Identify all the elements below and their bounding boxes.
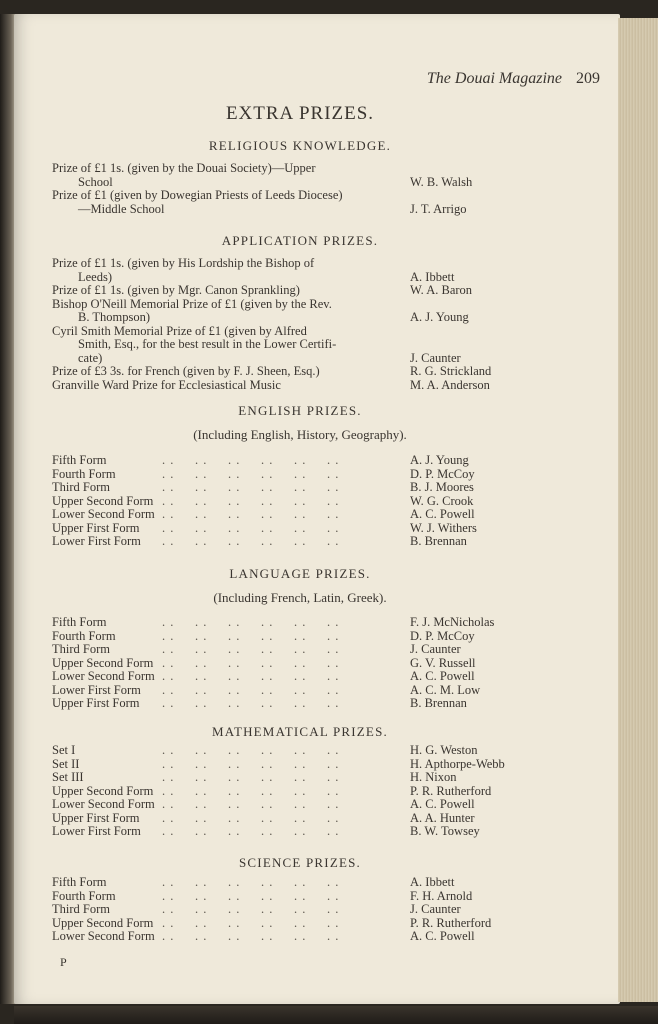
winner-name: W. B. Walsh bbox=[410, 174, 473, 189]
form-name: Set II bbox=[52, 756, 80, 771]
winner-name: A. C. M. Low bbox=[410, 682, 481, 697]
leader-dots: . . . . . . . . . . . . bbox=[162, 466, 340, 481]
winner-name: A. A. Hunter bbox=[410, 810, 475, 825]
prize-description: Granville Ward Prize for Ecclesiastical Music bbox=[52, 377, 281, 392]
form-name: Lower First Form bbox=[52, 682, 141, 697]
language-row bbox=[52, 643, 552, 657]
winner-name: H. Nixon bbox=[410, 770, 457, 784]
leader-dots: . . . . . . . . . . . . bbox=[162, 783, 340, 798]
prize-description: Prize of £1 (given by Dowegian Priests of Leeds Diocese) bbox=[52, 188, 343, 202]
religious-list bbox=[52, 162, 552, 216]
religious-line bbox=[52, 189, 552, 203]
language-heading: LANGUAGE PRIZES. bbox=[229, 566, 371, 581]
signature-mark: P bbox=[60, 955, 67, 969]
application-line bbox=[52, 325, 552, 339]
winner-name: J. T. Arrigo bbox=[410, 201, 467, 216]
language-row bbox=[52, 684, 552, 698]
mathematical-row bbox=[52, 812, 552, 826]
leader-dots: . . . . . . . . . . . . bbox=[162, 655, 340, 670]
leader-dots: . . . . . . . . . . . . bbox=[162, 770, 340, 784]
form-name: Fourth Form bbox=[52, 466, 116, 481]
form-name: Upper Second Form bbox=[52, 493, 154, 508]
form-name: Third Form bbox=[52, 902, 110, 916]
form-name: Lower First Form bbox=[52, 824, 141, 838]
english-heading: ENGLISH PRIZES. bbox=[238, 403, 362, 418]
application-heading: APPLICATION PRIZES. bbox=[221, 233, 379, 248]
mathematical-row bbox=[52, 798, 552, 812]
form-name: Lower First Form bbox=[52, 534, 141, 548]
application-line bbox=[52, 311, 552, 325]
leader-dots: . . . . . . . . . . . . bbox=[162, 480, 340, 494]
application-line bbox=[52, 365, 552, 379]
prize-description: Prize of £3 3s. for French (given by F. J. Sheen, Esq.) bbox=[52, 364, 320, 378]
bottom-edge bbox=[14, 1006, 658, 1024]
winner-name: B. Brennan bbox=[410, 534, 467, 548]
form-name: Fourth Form bbox=[52, 628, 116, 643]
page-title: EXTRA PRIZES. bbox=[225, 103, 375, 124]
mathematical-row bbox=[52, 771, 552, 785]
prize-description: Cyril Smith Memorial Prize of £1 (given by Alfred bbox=[52, 323, 307, 338]
winner-name: A. C. Powell bbox=[410, 797, 475, 811]
winner-name: D. P. McCoy bbox=[410, 628, 475, 643]
winner-name: B. J. Moores bbox=[410, 480, 474, 494]
application-line bbox=[52, 271, 552, 285]
english-list bbox=[52, 454, 552, 549]
leader-dots: . . . . . . . . . . . . bbox=[162, 507, 340, 521]
winner-name: D. P. McCoy bbox=[410, 466, 475, 481]
form-name: Upper Second Form bbox=[52, 655, 154, 670]
form-name: Upper First Form bbox=[52, 696, 140, 710]
application-line bbox=[52, 257, 552, 271]
leader-dots: . . . . . . . . . . . . bbox=[162, 756, 340, 771]
page-edges bbox=[618, 18, 658, 1002]
winner-name: J. Caunter bbox=[410, 642, 461, 656]
language-subheading: (Including French, Latin, Greek). bbox=[213, 590, 387, 605]
winner-name: A. J. Young bbox=[410, 453, 469, 467]
english-row bbox=[52, 468, 552, 482]
leader-dots: . . . . . . . . . . . . bbox=[162, 875, 340, 889]
leader-dots: . . . . . . . . . . . . bbox=[162, 669, 340, 683]
mathematical-row bbox=[52, 825, 552, 839]
language-row bbox=[52, 670, 552, 684]
form-name: Fifth Form bbox=[52, 453, 107, 467]
winner-name: G. V. Russell bbox=[410, 655, 476, 670]
science-row bbox=[52, 917, 552, 931]
winner-name: W. G. Crook bbox=[410, 493, 474, 508]
religious-line bbox=[52, 203, 552, 217]
leader-dots: . . . . . . . . . . . . bbox=[162, 642, 340, 656]
prize-description: Smith, Esq., for the best result in the Lower Certifi- bbox=[78, 337, 337, 351]
form-name: Fourth Form bbox=[52, 888, 116, 903]
winner-name: R. G. Strickland bbox=[410, 364, 492, 378]
prize-description: Prize of £1 1s. (given by the Douai Society)—Upper bbox=[52, 161, 316, 175]
application-list bbox=[52, 257, 552, 392]
mathematical-row bbox=[52, 744, 552, 758]
leader-dots: . . . . . . . . . . . . bbox=[162, 810, 340, 825]
mathematical-row bbox=[52, 758, 552, 772]
form-name: Third Form bbox=[52, 642, 110, 656]
winner-name: H. Apthorpe-Webb bbox=[410, 756, 505, 771]
winner-name: B. W. Towsey bbox=[410, 824, 480, 838]
winner-name: B. Brennan bbox=[410, 696, 467, 710]
leader-dots: . . . . . . . . . . . . bbox=[162, 915, 340, 930]
english-row bbox=[52, 508, 552, 522]
winner-name: A. C. Powell bbox=[410, 669, 475, 683]
winner-name: H. G. Weston bbox=[410, 743, 478, 757]
magazine-title: The Douai Magazine bbox=[426, 70, 562, 87]
form-name: Upper Second Form bbox=[52, 783, 154, 798]
winner-name: F. H. Arnold bbox=[410, 888, 473, 903]
leader-dots: . . . . . . . . . . . . bbox=[162, 615, 340, 629]
prize-description: cate) bbox=[78, 350, 103, 365]
form-name: Fifth Form bbox=[52, 875, 107, 889]
winner-name: W. J. Withers bbox=[410, 520, 477, 535]
form-name: Fifth Form bbox=[52, 615, 107, 629]
winner-name: A. C. Powell bbox=[410, 929, 475, 943]
science-row bbox=[52, 890, 552, 904]
religious-line bbox=[52, 176, 552, 190]
form-name: Lower Second Form bbox=[52, 929, 155, 943]
winner-name: A. J. Young bbox=[410, 310, 469, 324]
english-row bbox=[52, 481, 552, 495]
page-number: 209 bbox=[576, 70, 600, 87]
science-row bbox=[52, 876, 552, 890]
winner-name: P. R. Rutherford bbox=[410, 915, 492, 930]
form-name: Upper Second Form bbox=[52, 915, 154, 930]
winner-name: A. Ibbett bbox=[410, 875, 455, 889]
form-name: Set I bbox=[52, 743, 76, 757]
winner-name: A. Ibbett bbox=[410, 269, 455, 284]
mathematical-list bbox=[52, 744, 552, 839]
prize-description: Bishop O'Neill Memorial Prize of £1 (given by the Rev. bbox=[52, 296, 332, 311]
leader-dots: . . . . . . . . . . . . bbox=[162, 520, 340, 535]
form-name: Lower Second Form bbox=[52, 797, 155, 811]
running-head bbox=[427, 70, 600, 88]
leader-dots: . . . . . . . . . . . . bbox=[162, 696, 340, 710]
application-line bbox=[52, 284, 552, 298]
application-line bbox=[52, 338, 552, 352]
prize-description: Leeds) bbox=[78, 269, 113, 284]
language-row bbox=[52, 657, 552, 671]
form-name: Set III bbox=[52, 770, 84, 784]
application-line bbox=[52, 379, 552, 393]
religious-line bbox=[52, 162, 552, 176]
mathematical-heading: MATHEMATICAL PRIZES. bbox=[212, 724, 388, 739]
english-row bbox=[52, 454, 552, 468]
science-row bbox=[52, 903, 552, 917]
english-row bbox=[52, 522, 552, 536]
english-row bbox=[52, 495, 552, 509]
language-row bbox=[52, 616, 552, 630]
language-row bbox=[52, 630, 552, 644]
leader-dots: . . . . . . . . . . . . bbox=[162, 797, 340, 811]
mathematical-row bbox=[52, 785, 552, 799]
leader-dots: . . . . . . . . . . . . bbox=[162, 902, 340, 916]
religious-heading: RELIGIOUS KNOWLEDGE. bbox=[208, 138, 392, 153]
prize-description: Prize of £1 1s. (given by His Lordship the Bishop of bbox=[52, 256, 315, 270]
english-row bbox=[52, 535, 552, 549]
form-name: Upper First Form bbox=[52, 520, 140, 535]
leader-dots: . . . . . . . . . . . . bbox=[162, 929, 340, 943]
winner-name: J. Caunter bbox=[410, 902, 461, 916]
winner-name: P. R. Rutherford bbox=[410, 783, 492, 798]
leader-dots: . . . . . . . . . . . . bbox=[162, 824, 340, 838]
leader-dots: . . . . . . . . . . . . bbox=[162, 743, 340, 757]
science-list bbox=[52, 876, 552, 944]
science-row bbox=[52, 930, 552, 944]
prize-description: Prize of £1 1s. (given by Mgr. Canon Sprankling) bbox=[52, 283, 300, 297]
prize-description: B. Thompson) bbox=[78, 310, 150, 324]
science-heading: SCIENCE PRIZES. bbox=[238, 855, 361, 870]
winner-name: J. Caunter bbox=[410, 350, 461, 365]
leader-dots: . . . . . . . . . . . . bbox=[162, 682, 340, 697]
winner-name: F. J. McNicholas bbox=[410, 615, 495, 629]
application-line bbox=[52, 298, 552, 312]
leader-dots: . . . . . . . . . . . . bbox=[162, 888, 340, 903]
form-name: Lower Second Form bbox=[52, 507, 155, 521]
leader-dots: . . . . . . . . . . . . bbox=[162, 628, 340, 643]
english-subheading: (Including English, History, Geography). bbox=[193, 427, 407, 442]
form-name: Upper First Form bbox=[52, 810, 140, 825]
language-row bbox=[52, 697, 552, 711]
language-list bbox=[52, 616, 552, 711]
leader-dots: . . . . . . . . . . . . bbox=[162, 534, 340, 548]
form-name: Lower Second Form bbox=[52, 669, 155, 683]
leader-dots: . . . . . . . . . . . . bbox=[162, 453, 340, 467]
winner-name: W. A. Baron bbox=[410, 283, 473, 297]
winner-name: M. A. Anderson bbox=[410, 377, 490, 392]
application-line bbox=[52, 352, 552, 366]
prize-description: School bbox=[78, 174, 113, 189]
leader-dots: . . . . . . . . . . . . bbox=[162, 493, 340, 508]
prize-description: —Middle School bbox=[78, 201, 165, 216]
form-name: Third Form bbox=[52, 480, 110, 494]
winner-name: A. C. Powell bbox=[410, 507, 475, 521]
